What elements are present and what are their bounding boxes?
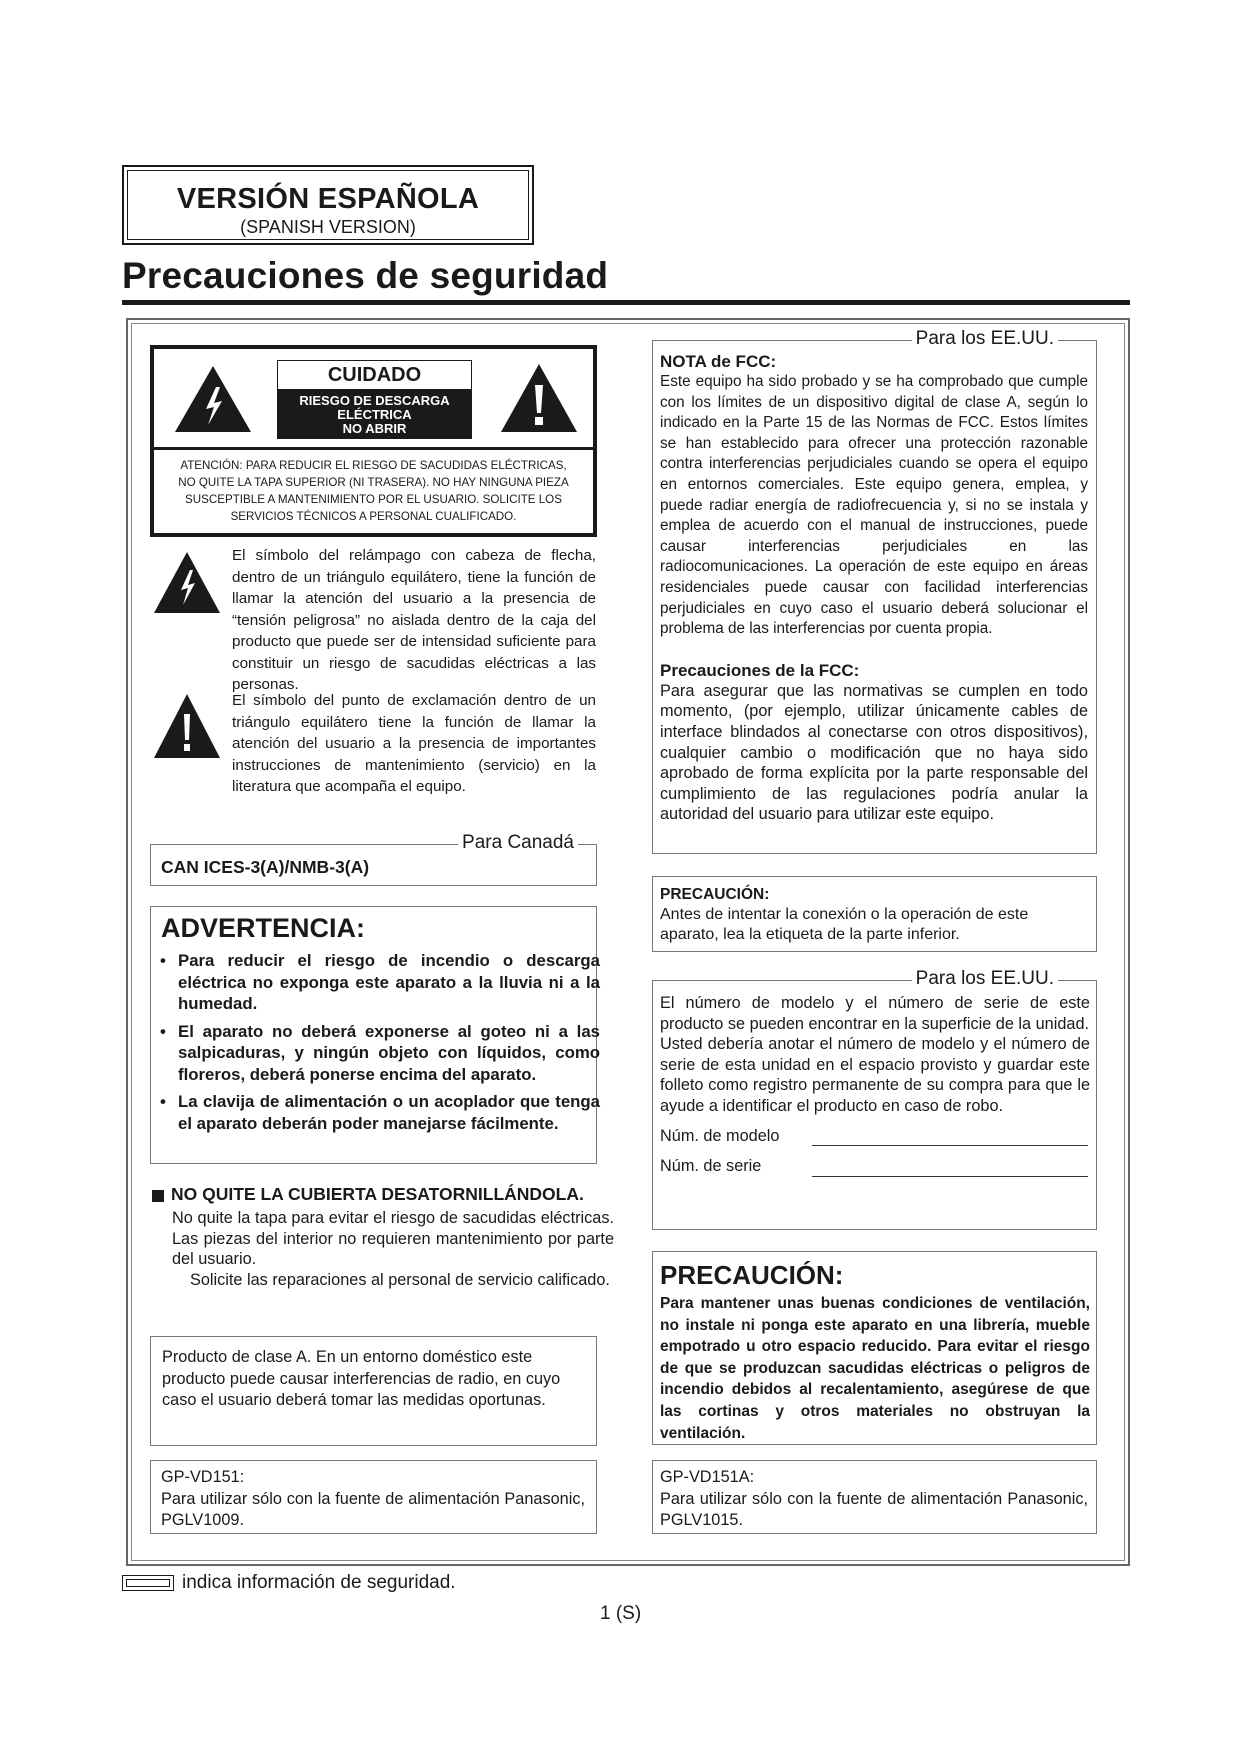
fcc-text: Este equipo ha sido probado y se ha comprobado que cumple con los límites de un dispositivo digital de clase A, según lo indicado en la Parte 15 de las Normas de FCC. Estos límites se han establecido para ofrecer una protección razonable contra interferencias perjudiciales cuando se opera el equipo en entornos comerciales. Este equipo genera, emplea, y puede radiar energía de radiofrecuencia y, si no se instala y emplea de acuerdo con el manual de instrucciones, puede causar interferencias perjudiciales en las radiocomunicaciones. La operación de este equipo en áreas residenciales puede causar con facilidad interferencias perjudiciales en cuyo caso el usuario deberá solucionar el problema de las interferencias por cuenta propia. xyxy=(660,373,1088,638)
caution-line-1: RIESGO DE DESCARGA xyxy=(299,393,450,408)
canada-box xyxy=(150,832,597,886)
fcc-box xyxy=(652,328,1097,854)
precaucion-big-title: PRECAUCIÓN: xyxy=(660,1260,844,1290)
fcc-title: NOTA de FCC: xyxy=(660,352,777,371)
caution-title: CUIDADO xyxy=(277,360,472,390)
exclamation-symbol-text: El símbolo del punto de exclamación dentro de un triángulo equilátero tiene la función de llamar la atención del usuario a la presencia de importantes instrucciones de mantenimiento (servicio) en la literatura que acompaña el equipo. xyxy=(232,692,596,795)
canada-text: CAN ICES-3(A)/NMB-3(A) xyxy=(161,857,370,877)
list-item: • El aparato no deberá exponerse al goteo ni a las salpicaduras, y ningún objeto con líquidos, como floreros, deberá ponerse encima del aparato. xyxy=(160,1021,600,1084)
serial-legend: Para los EE.UU. xyxy=(912,969,1058,989)
gp-left-content xyxy=(161,1467,585,1532)
serial-number-field[interactable] xyxy=(812,1160,1088,1177)
serial-number-label: Núm. de serie xyxy=(660,1157,762,1176)
canada-legend: Para Canadá xyxy=(458,833,578,853)
precaucion-small-box xyxy=(652,876,1097,952)
gp-left-box xyxy=(150,1460,597,1534)
gp-right-box xyxy=(652,1460,1097,1534)
model-number-field[interactable] xyxy=(812,1129,1088,1146)
caution-text-line: SUSCEPTIBLE A MANTENIMIENTO POR EL USUARIO. SOLICITE LOS xyxy=(185,493,562,506)
model-number-label: Núm. de modelo xyxy=(660,1126,780,1145)
no-quite-p2: Solicite las reparaciones al personal de servicio calificado. xyxy=(190,1270,610,1289)
list-item: • Para reducir el riesgo de incendio o descarga eléctrica no exponga este aparato a la lluvia ni a la humedad. xyxy=(160,951,600,1013)
exclamation-triangle-icon xyxy=(152,692,222,760)
model-number-row xyxy=(660,1126,1090,1147)
gp-right-content xyxy=(660,1467,1088,1532)
safety-info-legend-text: indica información de seguridad. xyxy=(182,1572,456,1593)
caution-center xyxy=(277,360,472,443)
serial-content xyxy=(660,993,1090,1177)
lightning-triangle-icon xyxy=(172,363,254,435)
precaucion-small-text: Antes de intentar la conexión o la operación de este aparato, lea la etiqueta de la parte inferior. xyxy=(660,906,1029,943)
safety-info-legend-icon xyxy=(122,1575,174,1591)
clase-a-box xyxy=(150,1336,597,1446)
gp-left-text: Para utilizar sólo con la fuente de alimentación Panasonic, PGLV1009. xyxy=(161,1489,585,1529)
precaucion-big-text: Para mantener unas buenas condiciones de ventilación, no instale ni ponga este aparato en una librería, mueble empotrado u otro espacio reducido. Para evitar el riesgo de que se produzcan sacudidas eléctricas o peligros de incendio debidos al recalentamiento, asegúrese de que las cortinas y otros materiales no obstruyan la ventilación. xyxy=(660,1295,1090,1442)
caution-text-line: NO QUITE LA TAPA SUPERIOR (NI TRASERA). NO HAY NINGUNA PIEZA xyxy=(178,476,569,489)
caution-text xyxy=(162,457,585,525)
gp-right-model: GP-VD151A: xyxy=(660,1468,755,1486)
serial-p1: El número de modelo y el número de serie de este producto se pueden encontrar en la superficie de la unidad. xyxy=(660,994,1090,1033)
list-item: • La clavija de alimentación o un acoplador que tenga el aparato deberán poder manejarse fácilmente. xyxy=(160,1092,600,1133)
caution-warning-block xyxy=(277,390,472,439)
fcc-prec-title: Precauciones de la FCC: xyxy=(660,660,860,680)
title-rule xyxy=(122,300,1130,305)
precaucion-small-content xyxy=(660,885,1090,945)
serial-number-row xyxy=(660,1156,1090,1177)
no-quite-title: NO QUITE LA CUBIERTA DESATORNILLÁNDOLA. xyxy=(171,1184,584,1204)
serial-box xyxy=(652,968,1097,1230)
caution-text-line: SERVICIOS TÉCNICOS A PERSONAL CUALIFICADO. xyxy=(230,510,517,523)
page-number: 1 (S) xyxy=(600,1603,642,1624)
advertencia-list xyxy=(158,950,600,1140)
caution-text-line: ATENCIÓN: PARA REDUCIR EL RIESGO DE SACUDIDAS ELÉCTRICAS, xyxy=(180,459,567,472)
caution-line-3: NO ABRIR xyxy=(342,421,407,436)
precaucion-small-title: PRECAUCIÓN: xyxy=(660,886,770,903)
version-subtitle: (SPANISH VERSION) xyxy=(240,217,416,237)
version-title: VERSIÓN ESPAÑOLA xyxy=(176,183,480,215)
no-quite-text xyxy=(172,1208,614,1290)
gp-left-model: GP-VD151: xyxy=(161,1468,245,1486)
caution-label xyxy=(150,345,597,537)
precaucion-big-box xyxy=(652,1251,1097,1445)
page-title: Precauciones de seguridad xyxy=(122,255,609,296)
gp-right-text: Para utilizar sólo con la fuente de alimentación Panasonic, PGLV1015. xyxy=(660,1489,1088,1529)
advertencia-title: ADVERTENCIA: xyxy=(161,913,366,943)
fcc-prec-text: Para asegurar que las normativas se cumplen en todo momento, (por ejemplo, utilizar únicamente cables de interface blindados al conectarse con otros dispositivos), cualquier cambio o modificación que no haya sido aprobado de forma explícita por la parte responsable del cumplimiento de las regulaciones podría anular la autoridad del usuario para utilizar este equipo. xyxy=(660,681,1088,824)
caution-separator xyxy=(154,447,593,450)
no-quite-p1: No quite la tapa para evitar el riesgo de sacudidas eléctricas. Las piezas del interior no requieren mantenimiento por parte del usuario. xyxy=(172,1209,614,1269)
serial-p2: Usted debería anotar el número de modelo y el número de serie de esta unidad en el espacio provisto y guardar este folleto como registro permanente de su compra para que le ayude a identificar el producto en caso de robo. xyxy=(660,1035,1090,1115)
fcc-content xyxy=(660,351,1088,825)
precaucion-big-content xyxy=(660,1260,1090,1444)
fcc-legend: Para los EE.UU. xyxy=(912,329,1058,349)
lightning-symbol-text: El símbolo del relámpago con cabeza de flecha, dentro de un triángulo equilátero, tiene la función de llamar la atención del usuario a la presencia de “tensión peligrosa” no aislada dentro de la caja del producto que puede ser de intensidad suficiente para constituir un riesgo de sacudidas eléctricas a las personas. xyxy=(232,547,596,693)
version-box xyxy=(122,165,534,245)
exclamation-triangle-icon xyxy=(498,361,580,435)
caution-line-2: ELÉCTRICA xyxy=(337,407,412,422)
clase-a-text: Producto de clase A. En un entorno doméstico este producto puede causar interferencias de radio, en cuyo caso el usuario deberá tomar las medidas oportunas. xyxy=(162,1348,561,1409)
lightning-triangle-icon xyxy=(152,550,222,615)
square-bullet-icon xyxy=(152,1190,164,1202)
